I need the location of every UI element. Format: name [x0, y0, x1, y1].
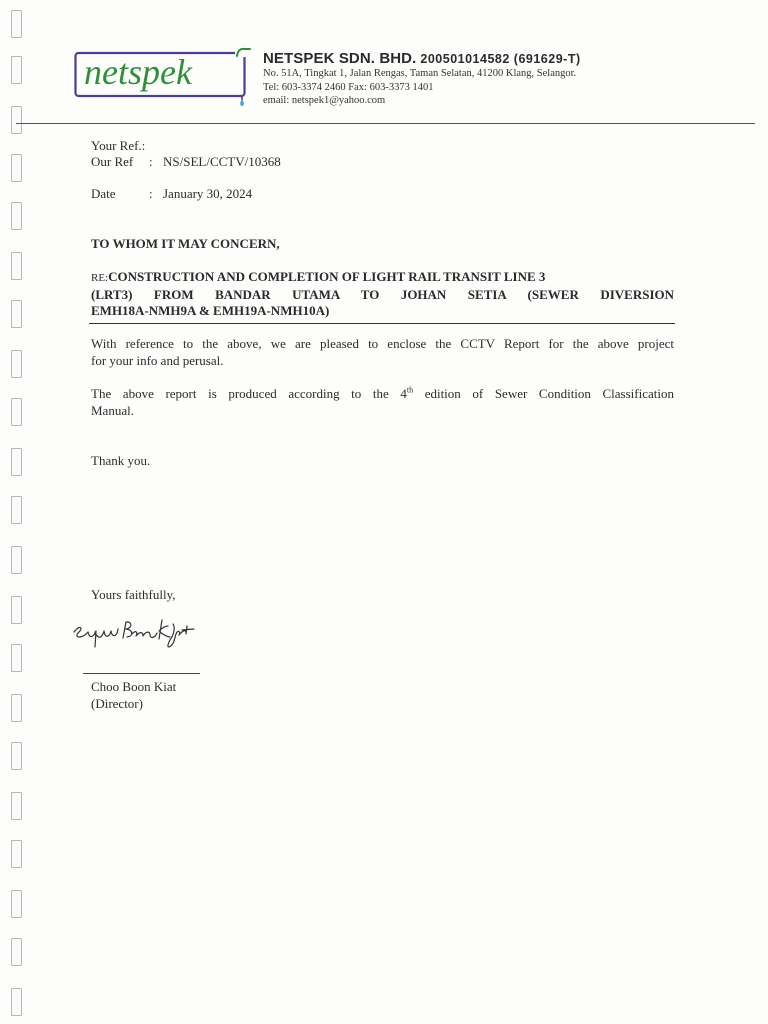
your-ref-label: Your Ref.:	[91, 138, 146, 153]
body-p1-line-2: for your info and perusal.	[91, 353, 224, 368]
our-ref-label: Our Ref	[91, 154, 134, 169]
signatory-title: (Director)	[91, 696, 143, 711]
subject-underline	[89, 323, 675, 324]
binder-hole	[11, 890, 22, 918]
binder-holes	[0, 0, 30, 1024]
binder-hole	[11, 202, 22, 230]
handwritten-signature	[70, 612, 220, 657]
binder-hole	[11, 496, 22, 524]
date-label: Date	[91, 186, 116, 201]
company-registration: 200501014582 (691629-T)	[420, 52, 581, 66]
body-paragraph-2	[91, 385, 674, 419]
logo-text: netspek	[84, 52, 192, 92]
body-paragraph-1	[91, 335, 674, 369]
company-address: No. 51A, Tingkat 1, Jalan Rengas, Taman Selatan, 41200 Klang, Selangor.	[263, 68, 577, 79]
subject-line-2: (LRT3) FROM BANDAR UTAMA TO JOHAN SETIA (SEWER DIVERSION	[91, 286, 674, 302]
date-colon: :	[149, 186, 153, 201]
company-letterhead	[263, 50, 743, 108]
thanks: Thank you.	[91, 453, 151, 468]
our-ref-colon: :	[149, 154, 153, 169]
binder-hole	[11, 252, 22, 280]
company-name: NETSPEK SDN. BHD.	[263, 50, 417, 67]
company-phone-fax: Tel: 603-3374 2460 Fax: 603-3373 1401	[263, 81, 434, 93]
subject-prefix: RE:	[91, 272, 109, 284]
binder-hole	[11, 546, 22, 574]
binder-hole	[11, 106, 22, 134]
binder-hole	[11, 694, 22, 722]
binder-hole	[11, 154, 22, 182]
body-p2-line-2: Manual.	[91, 403, 134, 418]
valediction: Yours faithfully,	[91, 587, 176, 602]
binder-hole	[11, 938, 22, 966]
binder-hole	[11, 644, 22, 672]
signatory-name: Choo Boon Kiat	[91, 679, 177, 694]
body-p1-line-1: With reference to the above, we are pleased to enclose the CCTV Report for the above project	[91, 336, 674, 351]
body-p2-line-1: The above report is produced according to the 4th edition of Sewer Condition Classification	[91, 385, 674, 401]
binder-hole	[11, 596, 22, 624]
company-logo	[74, 46, 256, 108]
binder-hole	[11, 792, 22, 820]
company-email: email: netspek1@yahoo.com	[263, 95, 386, 106]
binder-hole	[11, 840, 22, 868]
company-name-line	[263, 50, 743, 67]
letterhead-divider	[16, 123, 755, 124]
signature-line	[83, 673, 200, 674]
salutation: TO WHOM IT MAY CONCERN,	[91, 236, 280, 251]
water-drop-icon	[240, 99, 243, 106]
our-ref	[91, 154, 281, 170]
your-ref	[91, 138, 145, 154]
binder-hole	[11, 448, 22, 476]
binder-hole	[11, 300, 22, 328]
date-value: January 30, 2024	[163, 186, 253, 201]
binder-hole	[11, 398, 22, 426]
letter-date	[91, 186, 252, 202]
our-ref-value: NS/SEL/CCTV/10368	[163, 154, 281, 169]
binder-hole	[11, 10, 22, 38]
binder-hole	[11, 56, 22, 84]
binder-hole	[11, 350, 22, 378]
subject-line-1: RE:CONSTRUCTION AND COMPLETION OF LIGHT RAIL TRANSIT LINE 3	[91, 269, 546, 284]
ordinal-suffix: th	[406, 385, 414, 395]
binder-hole	[11, 742, 22, 770]
subject-line-3: EMH18A-NMH9A & EMH19A-NMH10A)	[91, 303, 330, 318]
subject-block	[91, 269, 674, 320]
binder-hole	[11, 988, 22, 1016]
